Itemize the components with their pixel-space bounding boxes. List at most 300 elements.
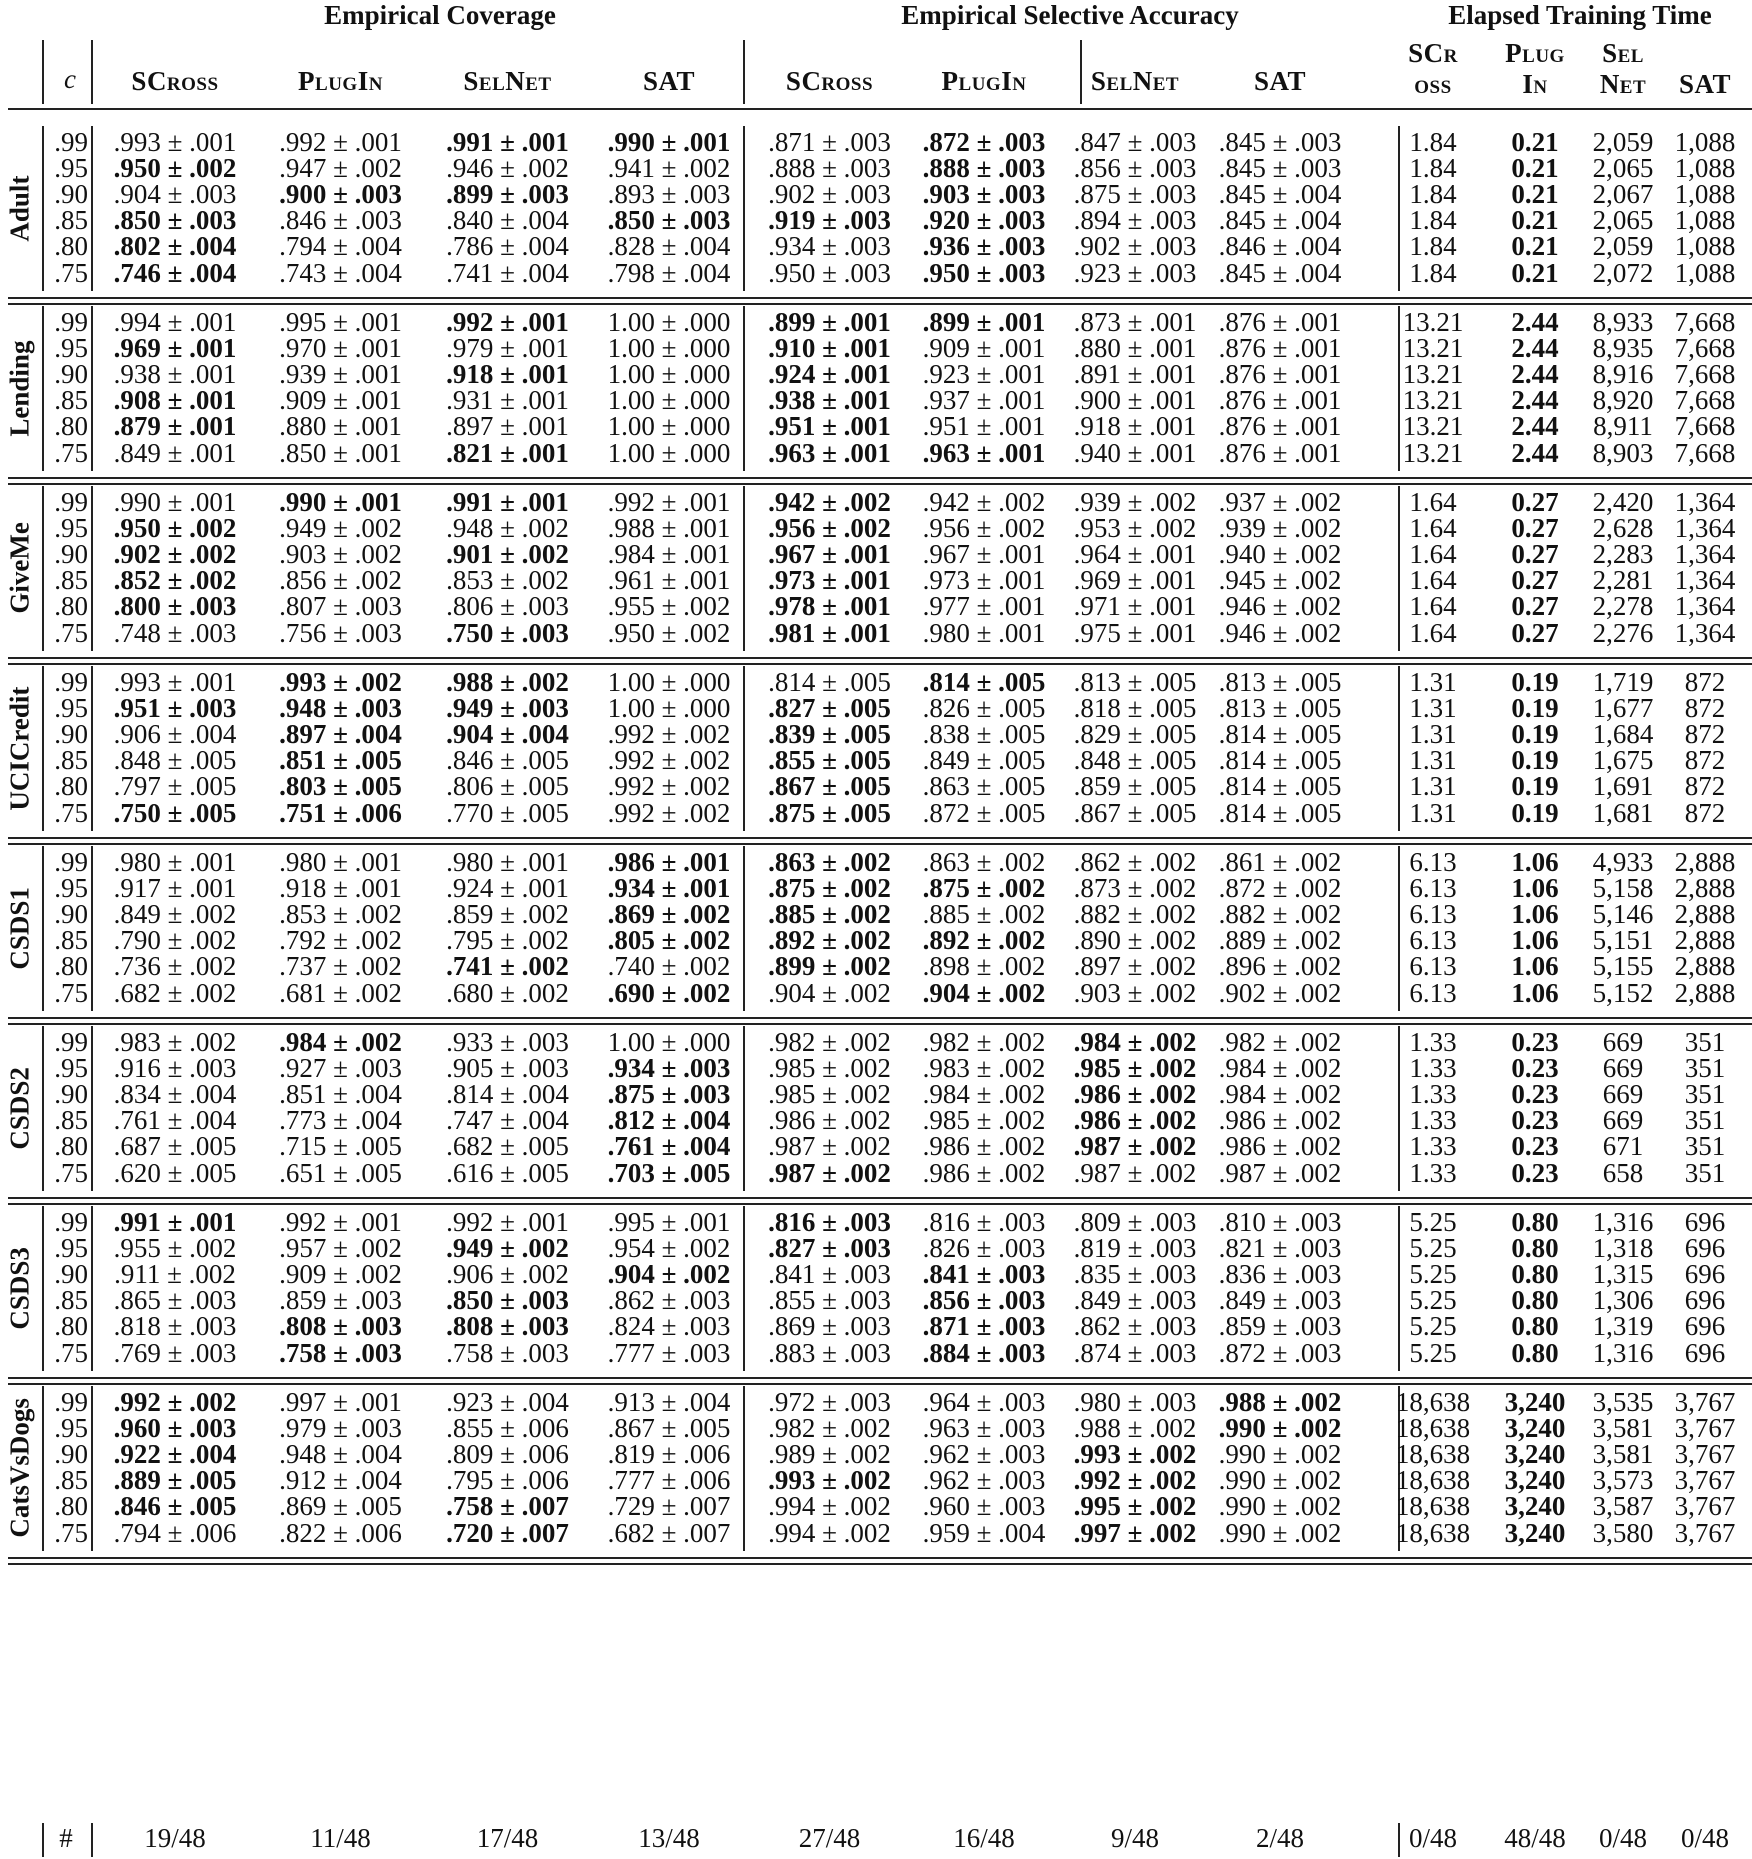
footer-count: 0/48 — [1680, 1823, 1729, 1853]
time-plugin: 1.06 — [1511, 925, 1559, 956]
accuracy-scross: .985 ± .002 — [768, 1079, 891, 1110]
accuracy-selnet: .867 ± .005 — [1073, 797, 1197, 828]
time-plugin: 3,240 — [1504, 1465, 1566, 1496]
coverage-scross: .850 ± .003 — [113, 205, 237, 236]
coverage-plugin: .912 ± .004 — [279, 1465, 402, 1496]
accuracy-selnet: .993 ± .002 — [1073, 1439, 1197, 1470]
coverage-selnet: .991 ± .001 — [446, 487, 569, 517]
accuracy-scross: .919 ± .003 — [768, 205, 891, 236]
time-plugin: 0.80 — [1511, 1337, 1559, 1368]
accuracy-selnet: .829 ± .005 — [1073, 719, 1197, 750]
accuracy-plugin: .937 ± .001 — [922, 385, 1046, 416]
time-plugin: 0.80 — [1511, 1259, 1559, 1290]
time-selnet: 8,903 — [1592, 437, 1654, 468]
column-header-accuracy-plugin: PlugIn — [941, 66, 1027, 96]
coverage-plugin: .803 ± .005 — [279, 771, 402, 802]
accuracy-sat: .876 ± .001 — [1218, 359, 1342, 390]
time-sat: 1,088 — [1674, 231, 1736, 262]
time-sat: 7,668 — [1674, 437, 1736, 468]
coverage-scross: .849 ± .001 — [113, 437, 237, 468]
time-plugin: 2.44 — [1511, 411, 1559, 442]
time-sat: 351 — [1684, 1027, 1726, 1057]
time-sat: 1,364 — [1674, 513, 1736, 544]
accuracy-plugin: .963 ± .003 — [922, 1413, 1046, 1444]
time-plugin: 1.06 — [1511, 873, 1559, 904]
coverage-scross: .802 ± .004 — [113, 231, 237, 262]
accuracy-scross: .904 ± .002 — [768, 977, 891, 1008]
table-row — [0, 618, 1752, 649]
coverage-selnet: .795 ± .006 — [446, 1465, 569, 1496]
time-selnet: 8,935 — [1592, 333, 1654, 364]
coverage-sat: 1.00 ± .000 — [607, 667, 731, 697]
accuracy-scross: .839 ± .005 — [768, 719, 891, 750]
accuracy-sat: .939 ± .002 — [1218, 513, 1342, 544]
coverage-sat: 1.00 ± .000 — [607, 359, 731, 390]
table-row — [0, 1158, 1752, 1189]
accuracy-selnet: .819 ± .003 — [1073, 1233, 1197, 1264]
target-coverage-c: .75 — [54, 437, 88, 468]
coverage-selnet: .680 ± .002 — [446, 977, 569, 1008]
coverage-scross: .889 ± .005 — [113, 1465, 237, 1496]
coverage-selnet: .741 ± .002 — [446, 951, 569, 982]
time-sat: 872 — [1684, 719, 1726, 750]
accuracy-selnet: .986 ± .002 — [1073, 1105, 1197, 1136]
time-sat: 872 — [1684, 667, 1726, 697]
accuracy-scross: .994 ± .002 — [768, 1491, 891, 1522]
time-scross: 5.25 — [1409, 1207, 1457, 1237]
time-sat: 3,767 — [1674, 1413, 1736, 1444]
accuracy-scross: .899 ± .001 — [768, 307, 891, 337]
time-scross: 13.21 — [1402, 333, 1464, 364]
coverage-plugin: .856 ± .002 — [279, 565, 402, 596]
time-scross: 1.33 — [1409, 1131, 1457, 1162]
coverage-sat: .777 ± .003 — [607, 1337, 731, 1368]
time-scross: 1.33 — [1409, 1027, 1457, 1057]
coverage-plugin: .822 ± .006 — [279, 1517, 402, 1548]
coverage-selnet: .988 ± .002 — [446, 667, 569, 697]
dataset-block-csds3 — [0, 1196, 1752, 1368]
time-plugin: 0.19 — [1511, 771, 1559, 802]
time-scross: 1.84 — [1409, 153, 1457, 184]
target-coverage-c: .99 — [54, 847, 88, 877]
coverage-sat: .986 ± .001 — [607, 847, 731, 877]
table-row — [0, 438, 1752, 469]
accuracy-selnet: .985 ± .002 — [1073, 1053, 1197, 1084]
footer-row-win-counts — [0, 1823, 1752, 1857]
coverage-plugin: .900 ± .003 — [279, 179, 402, 210]
target-coverage-c: .85 — [54, 565, 88, 596]
coverage-plugin: .990 ± .001 — [279, 487, 402, 517]
coverage-scross: .955 ± .002 — [113, 1233, 237, 1264]
dataset-label: UCICredit — [4, 686, 35, 811]
coverage-scross: .950 ± .002 — [113, 513, 237, 544]
coverage-selnet: .853 ± .002 — [446, 565, 569, 596]
coverage-sat: .812 ± .004 — [607, 1105, 731, 1136]
coverage-plugin: .947 ± .002 — [279, 153, 402, 184]
time-selnet: 3,573 — [1592, 1465, 1654, 1496]
accuracy-sat: .984 ± .002 — [1218, 1079, 1342, 1110]
coverage-sat: .992 ± .002 — [607, 771, 731, 802]
time-scross: 1.64 — [1409, 487, 1457, 517]
accuracy-selnet: .875 ± .003 — [1073, 179, 1197, 210]
table-row — [0, 798, 1752, 829]
accuracy-plugin: .826 ± .005 — [922, 693, 1046, 724]
accuracy-selnet: .903 ± .002 — [1073, 977, 1197, 1008]
time-sat: 7,668 — [1674, 359, 1736, 390]
time-scross: 1.64 — [1409, 591, 1457, 622]
time-scross: 5.25 — [1409, 1233, 1457, 1264]
accuracy-plugin: .973 ± .001 — [922, 565, 1046, 596]
coverage-plugin: .681 ± .002 — [279, 977, 402, 1008]
dataset-label: CatsVsDogs — [4, 1398, 35, 1539]
time-scross: 6.13 — [1409, 977, 1457, 1008]
group-header-coverage: Empirical Coverage — [324, 0, 556, 30]
column-header-time-selnet: Sel Net — [1599, 38, 1647, 99]
footer-count: 0/48 — [1408, 1823, 1457, 1853]
time-selnet: 1,318 — [1592, 1233, 1654, 1264]
time-selnet: 669 — [1602, 1079, 1644, 1110]
time-scross: 6.13 — [1409, 925, 1457, 956]
coverage-scross: .950 ± .002 — [113, 153, 237, 184]
coverage-selnet: .918 ± .001 — [446, 359, 569, 390]
coverage-selnet: .786 ± .004 — [446, 231, 569, 262]
target-coverage-c: .75 — [54, 257, 88, 288]
accuracy-plugin: .899 ± .001 — [922, 307, 1046, 337]
time-sat: 696 — [1684, 1285, 1726, 1316]
time-plugin: 2.44 — [1511, 385, 1559, 416]
coverage-plugin: .992 ± .001 — [279, 1207, 402, 1237]
accuracy-sat: .876 ± .001 — [1218, 411, 1342, 442]
coverage-selnet: .949 ± .003 — [446, 693, 569, 724]
header-rule-c — [91, 40, 93, 104]
time-sat: 872 — [1684, 745, 1726, 776]
target-coverage-c: .90 — [54, 1439, 88, 1470]
accuracy-sat: .990 ± .002 — [1218, 1465, 1342, 1496]
coverage-scross: .794 ± .006 — [113, 1517, 237, 1548]
accuracy-sat: .872 ± .002 — [1218, 873, 1342, 904]
coverage-sat: .913 ± .004 — [607, 1387, 731, 1417]
coverage-plugin: .851 ± .004 — [279, 1079, 402, 1110]
time-plugin: 0.23 — [1511, 1079, 1559, 1110]
accuracy-sat: .836 ± .003 — [1218, 1259, 1342, 1290]
coverage-plugin: .651 ± .005 — [279, 1157, 402, 1188]
time-selnet: 671 — [1602, 1131, 1644, 1162]
accuracy-scross: .875 ± .002 — [768, 873, 891, 904]
coverage-plugin: .743 ± .004 — [279, 257, 402, 288]
time-selnet: 4,933 — [1592, 847, 1654, 877]
target-coverage-c: .75 — [54, 617, 88, 648]
time-scross: 18,638 — [1395, 1491, 1471, 1522]
accuracy-plugin: .964 ± .003 — [922, 1387, 1046, 1417]
column-header-accuracy-scross: SCross — [785, 66, 874, 96]
accuracy-scross: .951 ± .001 — [768, 411, 891, 442]
time-plugin: 2.44 — [1511, 333, 1559, 364]
accuracy-sat: .946 ± .002 — [1218, 617, 1342, 648]
accuracy-selnet: .873 ± .001 — [1073, 307, 1197, 337]
time-selnet: 669 — [1602, 1027, 1644, 1057]
accuracy-scross: .973 ± .001 — [768, 565, 891, 596]
accuracy-selnet: .980 ± .003 — [1073, 1387, 1197, 1417]
target-coverage-c: .90 — [54, 899, 88, 930]
coverage-plugin: .807 ± .003 — [279, 591, 402, 622]
accuracy-plugin: .959 ± .004 — [922, 1517, 1046, 1548]
accuracy-sat: .990 ± .002 — [1218, 1517, 1342, 1548]
accuracy-selnet: .995 ± .002 — [1073, 1491, 1197, 1522]
time-sat: 696 — [1684, 1311, 1726, 1342]
time-plugin: 1.06 — [1511, 847, 1559, 877]
coverage-plugin: .957 ± .002 — [279, 1233, 402, 1264]
accuracy-selnet: .859 ± .005 — [1073, 771, 1197, 802]
time-plugin: 0.23 — [1511, 1053, 1559, 1084]
accuracy-scross: .967 ± .001 — [768, 539, 891, 570]
time-selnet: 8,911 — [1593, 411, 1653, 442]
dataset-block-csds1 — [0, 836, 1752, 1008]
coverage-scross: .911 ± .002 — [114, 1259, 236, 1290]
time-selnet: 8,916 — [1592, 359, 1654, 390]
time-selnet: 1,316 — [1592, 1337, 1654, 1368]
accuracy-scross: .981 ± .001 — [768, 617, 891, 648]
coverage-selnet: .747 ± .004 — [446, 1105, 569, 1136]
coverage-sat: .934 ± .003 — [607, 1053, 731, 1084]
time-scross: 1.33 — [1409, 1053, 1457, 1084]
accuracy-scross: .899 ± .002 — [768, 951, 891, 982]
target-coverage-c: .85 — [54, 205, 88, 236]
accuracy-plugin: .872 ± .005 — [922, 797, 1046, 828]
time-plugin: 0.23 — [1511, 1131, 1559, 1162]
accuracy-plugin: .982 ± .002 — [922, 1027, 1046, 1057]
time-scross: 1.31 — [1409, 719, 1457, 750]
accuracy-plugin: .884 ± .003 — [922, 1337, 1046, 1368]
accuracy-plugin: .892 ± .002 — [922, 925, 1046, 956]
coverage-plugin: .808 ± .003 — [279, 1311, 402, 1342]
time-scross: 1.64 — [1409, 617, 1457, 648]
target-coverage-c: .85 — [54, 1285, 88, 1316]
coverage-sat: .850 ± .003 — [607, 205, 731, 236]
accuracy-plugin: .963 ± .001 — [922, 437, 1046, 468]
time-plugin: 3,240 — [1504, 1491, 1566, 1522]
time-plugin: 0.23 — [1511, 1027, 1559, 1057]
coverage-sat: .961 ± .001 — [607, 565, 731, 596]
coverage-scross: .904 ± .003 — [113, 179, 237, 210]
coverage-plugin: .979 ± .003 — [279, 1413, 402, 1444]
time-scross: 1.33 — [1409, 1079, 1457, 1110]
target-coverage-c: .99 — [54, 487, 88, 517]
accuracy-plugin: .903 ± .003 — [922, 179, 1046, 210]
footer-count: 0/48 — [1598, 1823, 1647, 1853]
coverage-plugin: .980 ± .001 — [279, 847, 402, 877]
accuracy-sat: .813 ± .005 — [1218, 693, 1342, 724]
accuracy-plugin: .950 ± .003 — [922, 257, 1046, 288]
time-scross: 5.25 — [1409, 1311, 1457, 1342]
accuracy-plugin: .875 ± .002 — [922, 873, 1046, 904]
coverage-scross: .736 ± .002 — [113, 951, 237, 982]
coverage-selnet: .795 ± .002 — [446, 925, 569, 956]
coverage-plugin: .853 ± .002 — [279, 899, 402, 930]
time-selnet: 5,146 — [1592, 899, 1654, 930]
time-selnet: 1,675 — [1592, 745, 1654, 776]
time-selnet: 2,628 — [1592, 513, 1654, 544]
time-scross: 18,638 — [1395, 1439, 1471, 1470]
time-selnet: 2,067 — [1592, 179, 1654, 210]
coverage-scross: .906 ± .004 — [113, 719, 237, 750]
accuracy-selnet: .900 ± .001 — [1073, 385, 1197, 416]
accuracy-plugin: .826 ± .003 — [922, 1233, 1046, 1264]
coverage-plugin: .970 ± .001 — [279, 333, 402, 364]
accuracy-sat: .986 ± .002 — [1218, 1131, 1342, 1162]
coverage-selnet: .814 ± .004 — [446, 1079, 569, 1110]
target-coverage-c: .80 — [54, 591, 88, 622]
time-sat: 2,888 — [1674, 899, 1736, 930]
time-plugin: 0.19 — [1511, 667, 1559, 697]
coverage-selnet: .906 ± .002 — [446, 1259, 569, 1290]
coverage-scross: .994 ± .001 — [113, 307, 237, 337]
accuracy-sat: .814 ± .005 — [1218, 771, 1342, 802]
time-selnet: 1,306 — [1592, 1285, 1654, 1316]
coverage-scross: .969 ± .001 — [113, 333, 237, 364]
coverage-plugin: .880 ± .001 — [279, 411, 402, 442]
accuracy-plugin: .967 ± .001 — [922, 539, 1046, 570]
accuracy-selnet: .880 ± .001 — [1073, 333, 1197, 364]
accuracy-scross: .871 ± .003 — [768, 127, 891, 157]
target-coverage-c: .95 — [54, 333, 88, 364]
target-coverage-c: .95 — [54, 873, 88, 904]
accuracy-sat: .896 ± .002 — [1218, 951, 1342, 982]
coverage-scross: .790 ± .002 — [113, 925, 237, 956]
accuracy-selnet: .847 ± .003 — [1073, 127, 1197, 157]
time-plugin: 2.44 — [1511, 359, 1559, 390]
dataset-block-catsvsdogs — [0, 1376, 1752, 1548]
coverage-selnet: .846 ± .005 — [446, 745, 569, 776]
target-coverage-c: .90 — [54, 1259, 88, 1290]
coverage-sat: .682 ± .007 — [607, 1517, 731, 1548]
accuracy-selnet: .835 ± .003 — [1073, 1259, 1197, 1290]
target-coverage-c: .80 — [54, 951, 88, 982]
column-header-accuracy-selnet: SelNet — [1090, 66, 1180, 96]
dataset-block-csds2 — [0, 1016, 1752, 1188]
time-sat: 872 — [1684, 693, 1726, 724]
coverage-plugin: .948 ± .004 — [279, 1439, 402, 1470]
time-selnet: 2,065 — [1592, 205, 1654, 236]
coverage-selnet: .855 ± .006 — [446, 1413, 569, 1444]
coverage-scross: .865 ± .003 — [113, 1285, 237, 1316]
coverage-sat: .992 ± .002 — [607, 745, 731, 776]
coverage-scross: .990 ± .001 — [113, 487, 237, 517]
coverage-selnet: .758 ± .007 — [446, 1491, 569, 1522]
coverage-sat: .805 ± .002 — [607, 925, 731, 956]
coverage-sat: .992 ± .002 — [607, 719, 731, 750]
coverage-selnet: .946 ± .002 — [446, 153, 569, 184]
coverage-plugin: .993 ± .002 — [279, 667, 402, 697]
coverage-scross: .983 ± .002 — [113, 1027, 237, 1057]
time-scross: 1.84 — [1409, 179, 1457, 210]
accuracy-scross: .942 ± .002 — [768, 487, 891, 517]
accuracy-plugin: .986 ± .002 — [922, 1157, 1046, 1188]
coverage-plugin: .751 ± .006 — [279, 797, 402, 828]
target-coverage-c: .75 — [54, 1517, 88, 1548]
coverage-sat: .862 ± .003 — [607, 1285, 731, 1316]
accuracy-sat: .810 ± .003 — [1218, 1207, 1342, 1237]
coverage-scross: .769 ± .003 — [113, 1337, 237, 1368]
target-coverage-c: .99 — [54, 1387, 88, 1417]
coverage-scross: .916 ± .003 — [113, 1053, 237, 1084]
target-coverage-c: .99 — [54, 127, 88, 157]
time-sat: 7,668 — [1674, 411, 1736, 442]
coverage-selnet: .899 ± .003 — [446, 179, 569, 210]
coverage-sat: .988 ± .001 — [607, 513, 731, 544]
coverage-selnet: .904 ± .004 — [446, 719, 569, 750]
coverage-selnet: .933 ± .003 — [446, 1027, 569, 1057]
target-coverage-c: .90 — [54, 359, 88, 390]
footer-count: 27/48 — [798, 1823, 861, 1853]
time-selnet: 2,072 — [1592, 257, 1654, 288]
time-scross: 18,638 — [1395, 1465, 1471, 1496]
accuracy-sat: .876 ± .001 — [1218, 385, 1342, 416]
time-plugin: 0.19 — [1511, 693, 1559, 724]
footer-count: 11/48 — [310, 1823, 371, 1853]
accuracy-plugin: .962 ± .003 — [922, 1439, 1046, 1470]
accuracy-sat: .814 ± .005 — [1218, 719, 1342, 750]
coverage-plugin: .758 ± .003 — [279, 1337, 402, 1368]
coverage-selnet: .949 ± .002 — [446, 1233, 569, 1264]
coverage-selnet: .991 ± .001 — [446, 127, 569, 157]
coverage-scross: .938 ± .001 — [113, 359, 237, 390]
target-coverage-c: .75 — [54, 797, 88, 828]
coverage-selnet: .901 ± .002 — [446, 539, 569, 570]
accuracy-scross: .987 ± .002 — [768, 1131, 891, 1162]
time-plugin: 2.44 — [1511, 307, 1559, 337]
time-plugin: 0.23 — [1511, 1157, 1559, 1188]
accuracy-sat: .984 ± .002 — [1218, 1053, 1342, 1084]
coverage-plugin: .851 ± .005 — [279, 745, 402, 776]
time-sat: 3,767 — [1674, 1387, 1736, 1417]
time-selnet: 2,278 — [1592, 591, 1654, 622]
footer-count: 13/48 — [638, 1823, 700, 1853]
footer-count: 16/48 — [953, 1823, 1015, 1853]
coverage-plugin: .773 ± .004 — [279, 1105, 402, 1136]
accuracy-plugin: .923 ± .001 — [922, 359, 1046, 390]
footer-count: 48/48 — [1504, 1823, 1566, 1853]
time-sat: 2,888 — [1674, 977, 1736, 1008]
target-coverage-c: .95 — [54, 513, 88, 544]
footer-count: 17/48 — [476, 1823, 539, 1853]
column-header-coverage-sat: SAT — [642, 66, 696, 96]
time-sat: 3,767 — [1674, 1465, 1736, 1496]
time-selnet: 5,151 — [1592, 925, 1654, 956]
target-coverage-c: .95 — [54, 693, 88, 724]
time-scross: 6.13 — [1409, 847, 1457, 877]
coverage-selnet: .850 ± .003 — [446, 1285, 569, 1316]
accuracy-plugin: .984 ± .002 — [922, 1079, 1046, 1110]
accuracy-sat: .849 ± .003 — [1218, 1285, 1342, 1316]
accuracy-plugin: .888 ± .003 — [922, 153, 1046, 184]
coverage-scross: .750 ± .005 — [113, 797, 237, 828]
coverage-selnet: .979 ± .001 — [446, 333, 569, 364]
time-plugin: 0.27 — [1511, 513, 1559, 544]
accuracy-sat: .876 ± .001 — [1218, 437, 1342, 468]
coverage-selnet: .897 ± .001 — [446, 411, 569, 442]
accuracy-scross: .855 ± .005 — [768, 745, 891, 776]
accuracy-sat: .814 ± .005 — [1218, 797, 1342, 828]
coverage-selnet: .806 ± .003 — [446, 591, 569, 622]
accuracy-scross: .816 ± .003 — [768, 1207, 891, 1237]
coverage-selnet: .821 ± .001 — [446, 437, 569, 468]
coverage-scross: .908 ± .001 — [113, 385, 237, 416]
coverage-sat: .819 ± .006 — [607, 1439, 731, 1470]
accuracy-sat: .988 ± .002 — [1218, 1387, 1342, 1417]
accuracy-plugin: .951 ± .001 — [922, 411, 1046, 442]
accuracy-scross: .888 ± .003 — [768, 153, 891, 184]
time-scross: 1.31 — [1409, 667, 1457, 697]
